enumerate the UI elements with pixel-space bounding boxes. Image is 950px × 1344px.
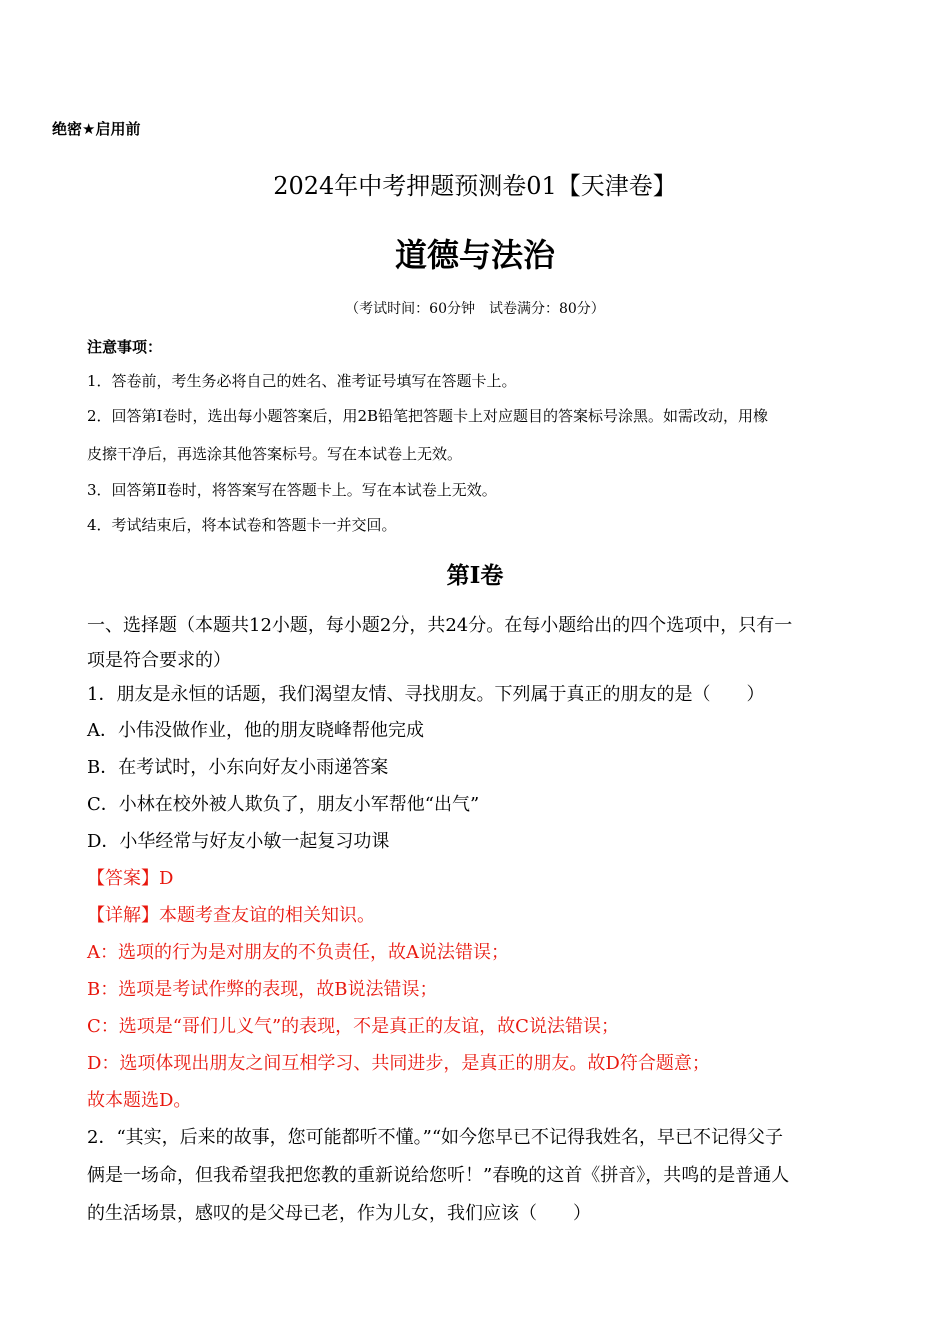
question-2-stem: 俩是一场命，但我希望我把您教的重新说给您听！”春晚的这首《拼音》，共鸣的是普通人	[87, 1165, 790, 1186]
secret-label: 绝密★启用前	[52, 120, 141, 138]
page-title: 2024年中考押题预测卷01【天津卷】	[273, 172, 677, 200]
note-line: 3．回答第Ⅱ卷时，将答案写在答题卡上。写在本试卷上无效。	[87, 481, 497, 499]
question-1-analysis: 【详解】本题考查友谊的相关知识。	[87, 905, 375, 926]
question-1-option-a: A．小伟没做作业，他的朋友晓峰帮他完成	[87, 720, 424, 741]
section-title: 第Ⅰ卷	[446, 562, 504, 589]
exam-info: （考试时间：60分钟 试卷满分：80分）	[345, 301, 605, 317]
question-1-analysis: B：选项是考试作弊的表现，故B说法错误；	[87, 979, 438, 1000]
question-1-option-c: C．小林在校外被人欺负了，朋友小军帮他“出气”	[87, 794, 480, 815]
question-1-option-b: B．在考试时，小东向好友小雨递答案	[87, 757, 389, 778]
note-line: 皮擦干净后，再选涂其他答案标号。写在本试卷上无效。	[87, 445, 463, 463]
question-2-stem: 的生活场景，感叹的是父母已老，作为儿女，我们应该（ ）	[87, 1203, 591, 1224]
subject-title: 道德与法治	[394, 236, 555, 274]
question-1-analysis: A：选项的行为是对朋友的不负责任，故A说法错误；	[87, 942, 509, 963]
question-1-answer: 【答案】D	[87, 868, 174, 889]
question-2-stem: 2．“其实，后来的故事，您可能都听不懂。”“如今您早已不记得我姓名，早已不记得父子	[87, 1127, 784, 1148]
question-1-analysis: D：选项体现出朋友之间互相学习、共同进步，是真正的朋友。故D符合题意；	[87, 1053, 710, 1074]
question-1-analysis: 故本题选D。	[87, 1090, 192, 1111]
note-line: 1．答卷前，考生务必将自己的姓名、准考证号填写在答题卡上。	[87, 372, 517, 390]
question-1-stem: 1．朋友是永恒的话题，我们渴望友情、寻找朋友。下列属于真正的朋友的是（ ）	[87, 684, 765, 705]
note-line: 2．回答第Ⅰ卷时，选出每小题答案后，用2B铅笔把答题卡上对应题目的答案标号涂黑。如需改动，用橡	[87, 407, 769, 425]
question-1-analysis: C：选项是“哥们儿义气”的表现，不是真正的友谊，故C说法错误；	[87, 1016, 619, 1037]
section-intro: 一、选择题（本题共12小题，每小题2分，共24分。在每小题给出的四个选项中，只有一	[87, 615, 793, 636]
note-line: 4．考试结束后，将本试卷和答题卡一并交回。	[87, 516, 397, 534]
notes-heading: 注意事项：	[87, 338, 163, 356]
question-1-option-d: D．小华经常与好友小敏一起复习功课	[87, 831, 390, 852]
section-intro: 项是符合要求的）	[87, 650, 231, 671]
